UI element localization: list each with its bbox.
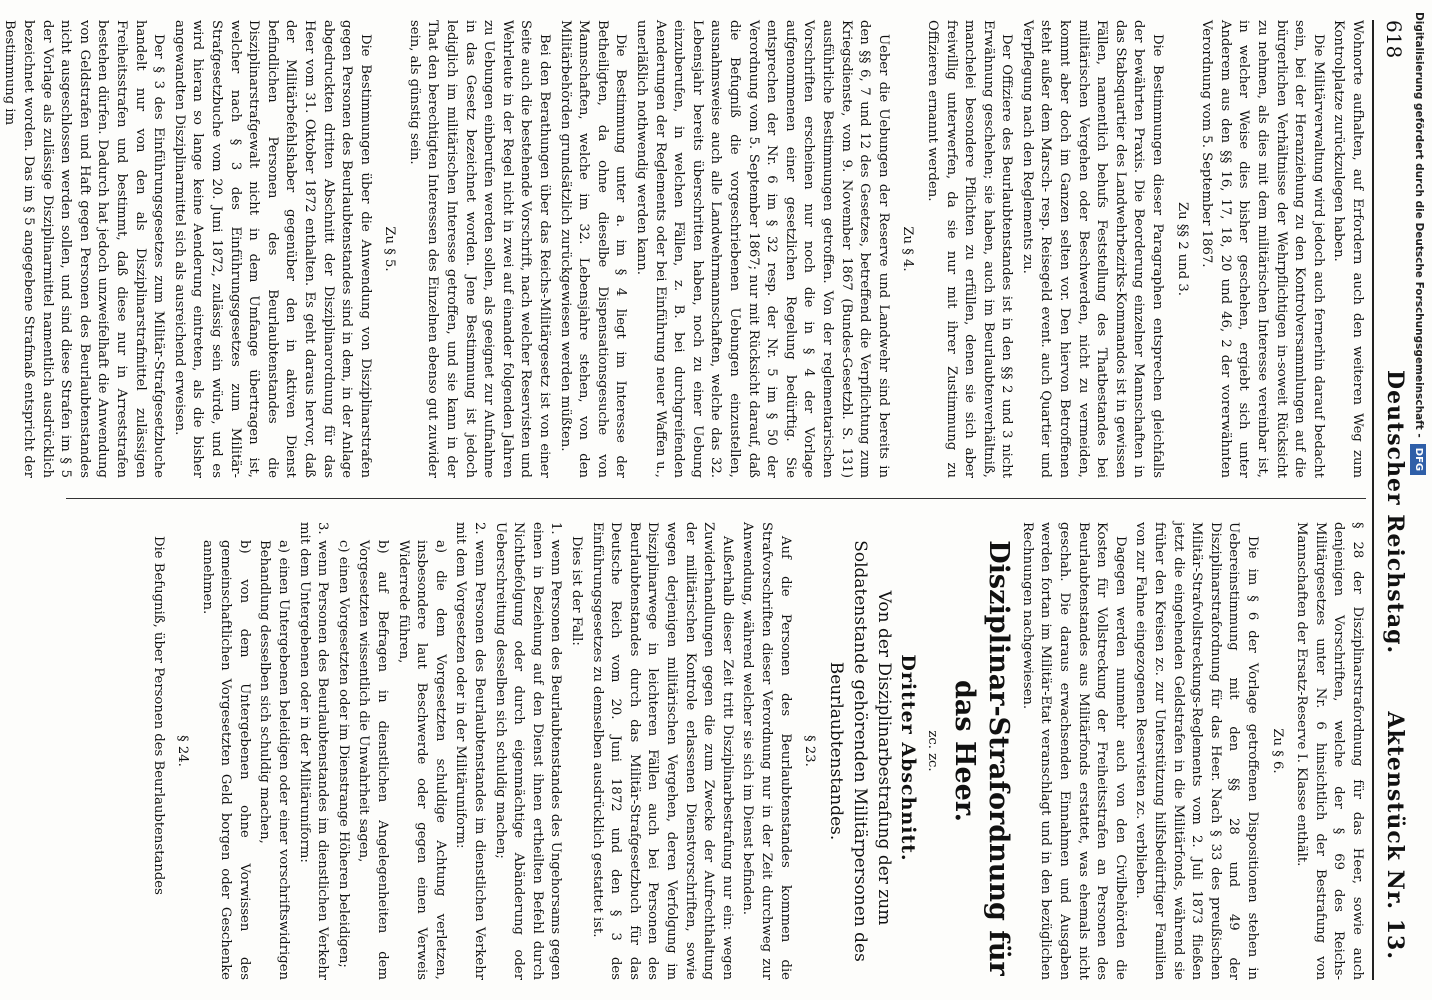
paragraph-number: § 24. bbox=[175, 735, 191, 767]
paragraph: Wohnorte aufhalten, auf Erfordern auch den weiteren Weg zum Kontrolplatze zurückzulegen haben. bbox=[1331, 20, 1365, 478]
list-item: 1. wenn Personen des Beurlaubtenstandes des Ungehorsams gegen einen in Beziehung auf den Dienst ihnen ertheilten Befehl durch Nichtbefolgung oder durch eigenmächtige Abänderung oder Ueberschreitung desselben sich schuldig machen; bbox=[492, 522, 564, 980]
document-title: Disziplinar-Strafordnung für das Heer. bbox=[949, 540, 1015, 976]
paragraph: Die Bestimmung unter a. im § 4 liegt im Interesse der Betheiligten, da ohne dieselbe Dispensationsgesuche von Mannschaften, welche im 32. Lebensjahre stehen, von den Militärbehörden grundsätzlich zurückgewiesen werden müßten. bbox=[557, 20, 629, 478]
paragraph-number: § 23. bbox=[802, 735, 818, 767]
chapter-subtitle: Von der Disziplinarbestrafung der zum Soldatenstande gehörenden Militärpersonen des Beurlaubtenstandes. bbox=[826, 540, 895, 962]
page-number: 618 bbox=[1382, 20, 1406, 59]
paragraph: Die Bestimmungen über die Anwendung von Disziplinarstrafen gegen Personen des Beurlaubtenstandes sind in dem, in der Anlage abgedruckten dritten Abschnitt der Disziplinarordnung für das Heer vom 31. Oktober 1872 enthalten. Es geht daraus hervor, daß der Militärbefehlshaber gegenüber den in aktiven Dienst befindlichen Personen des Beurlaubtenstandes die Disziplinarstrafgewalt nicht in dem Umfange übertragen ist, welcher nach § 3 des Einführungsgesetzes zum Militär-Strafgesetzbuche vom 20. Juni 1872, zulässig sein würde, und es wird hieran so lange keine Aenderung eintreten, als die bisher angewandten Disziplinarmittel sich als ausreichend erweisen. bbox=[171, 20, 373, 478]
paragraph: Die Militärverwaltung wird jedoch auch fernerhin darauf bedacht sein, bei der Heranziehung zu den Kontrolversammlungen auf die bürgerlichen Verhältnisse der Wehrpflichtigen in-soweit Rücksicht zu nehmen, als dies mit dem militärischen Interesse vereinbar ist, in welcher Weise dies bisher geschehen, ergiebt sich unter Anderem aus den §§ 16, 17, 18, 20 und 46, 2 der vorerwähnten Verordnung vom 5. September 1867. bbox=[1199, 20, 1326, 478]
section-heading: Zu §§ 2 und 3. bbox=[1174, 201, 1190, 296]
list-subitem: c) einen Vorgesetzten oder im Dienstrange Höheren beleidigen; bbox=[335, 540, 351, 968]
page-body bbox=[2, 0, 1432, 1000]
section-heading: Zu § 4. bbox=[900, 226, 916, 272]
paragraph: Die im § 6 der Vorlage getroffenen Dispositionen stehen in Uebereinstimmung mit den §§ 28 und 49 der Disziplinarstrafordnung für das Heer. Nach § 33 des preußischen Militär-Strafvollstreckungs-Reglements vom 2. Juli 1873 fließen jetzt die eingehenden Geldstrafen in die Militärfonds, während sie früher den Kreisen zc. zur Unterstützung hilfsbedürftiger Familien von zur Fahne eingezogenen Reservisten zc. verblieben. bbox=[1133, 522, 1261, 980]
ellipsis-mark: zc. zc. bbox=[925, 730, 941, 772]
header-rule bbox=[1372, 20, 1374, 980]
paragraph: Bei den Berathungen über das Reichs-Militärgesetz ist von einer Seite auch die bestehende Vorschrift, nach welcher Reservisten und Wehrleute in der Regel nicht in zwei auf einander folgenden Jahren zu Uebungen einberufen werden sollen, als geeignet zur Aufnahme in das Gesetz bezeichnet worden. Jene Bestimmung ist jedoch lediglich im militärischen Interesse getroffen, und sie kann in der That den berechtigten Interessen des Einzelnen ebenso gut zuwider sein, als günstig sein. bbox=[406, 20, 553, 478]
credit-label: Digitalisierung gefördert durch die Deutsche Forschungsgemeinschaft - bbox=[1413, 12, 1425, 438]
column-divider bbox=[66, 498, 1366, 499]
chapter-heading: Dritter Abschnitt. bbox=[896, 654, 919, 862]
dfg-logo-icon: DFG bbox=[1410, 444, 1426, 475]
digitization-credit bbox=[1408, 12, 1430, 988]
list-subitem: a) die dem Vorgesetzten schuldige Achtung verletzen, insbesondere laut Beschwerde oder gegen einen Verweis Widerrede führen, bbox=[395, 540, 448, 980]
credit-text bbox=[1408, 12, 1430, 988]
paragraph: Der Offiziere des Beurlaubtenstandes ist in den §§ 2 und 3 nicht Erwähnung geschehen; sie haben, auch im Beurlaubtenverhältniß, manchelei besondere Pflichten zu erfüllen, denen sie sich aber freiwillig unterwerfen, da sie nur mit ihrer Zustimmung zu Offizieren ernannt werden. bbox=[924, 20, 1015, 478]
list-subitem: b) auf Befragen in dienstlichen Angelegenheiten dem Vorgesetzten wissentlich die Unwahrheit sagen, bbox=[356, 540, 391, 980]
paragraph: Dagegen werden nunmehr auch von den Civilbehörden die Kosten für Vollstreckung der Freiheitsstrafen an Personen des Beurlaubtenstandes aus Militärfonds erstattet, was ehemals nicht geschah. Die daraus erwachsenden Einnahmen und Ausgaben werden fortan im Militär-Etat veranschlagt und in den bezüglichen Rechnungen nachgewiesen. bbox=[1019, 522, 1128, 980]
left-column bbox=[0, 20, 1366, 478]
paragraph: Die Bestimmungen dieser Paragraphen entsprechen gleichfalls der bewährten Praxis. Die Beorderung einzelner Mannschaften in das Stabsquartier des Landwehrbezirks-Kommandos ist in gewissen Fällen, namentlich behufs Feststellung des Thatbestandes bei militärischen Vergehen oder Beschwerden, nicht zu vermeiden, kommt aber doch im Ganzen selten vor. Den hiervon Betroffenen steht außer dem Marsch- resp. Reisegeld event. auch Quartier und Verpflegung nach den Reglements zu. bbox=[1019, 20, 1166, 478]
section-heading: Zu § 5. bbox=[382, 226, 398, 272]
section-heading: Zu § 6. bbox=[1269, 728, 1285, 774]
paragraph: Außerhalb dieser Zeit tritt Disziplinarbestrafung nur ein: wegen Zuwiderhandlungen gegen die zum Zwecke der Aufrechthaltung der militärischen Kontrole erlassenen Dienstvorschriften, sowie wegen derjenigen militärischen Vergehen, deren Verfolgung im Disziplinarwege in leichteren Fällen auch bei Personen des Beurlaubtenstandes durch das Militär-Strafgesetzbuch für das Deutsche Reich vom 20. Juni 1872 und den § 3 des Einführungsgesetzes zu demselben ausdrücklich gestattet ist. bbox=[589, 522, 735, 980]
paragraph: Der § 3 des Einführungsgesetzes zum Militär-Strafgesetzbuche handelt nur von den als Disziplinarstrafmittel zulässigen Freiheitsstrafen und bestimmt, daß diese nur in Arreststrafen bestehen dürfen. Dadurch hat jedoch unzweifelhaft die Anwendung von Geldstrafen und Haft gegen Personen des Beurlaubtenstandes nicht ausgeschlossen werden sollen, und sind diese Strafen im § 5 der Vorlage als zulässige Disziplinarmittel namentlich ausdrücklich bezeichnet worden. Das im § 5 angegebene Strafmaß entspricht der Bestimmung im bbox=[2, 20, 167, 478]
paragraph: § 28 der Disziplinarstrafordnung für das Heer, sowie auch denjenigen Vorschriften, welche der § 69 des Reichs-Militärgesetzes unter Nr. 6 hinsichtlich der Bestrafung von Mannschaften der Ersatz-Reserve I. Klasse enthält. bbox=[1294, 522, 1365, 980]
paragraph: Dies ist der Fall: bbox=[569, 536, 584, 646]
list-item: 3. wenn Personen des Beurlaubtenstandes im dienstlichen Verkehr mit dem Untergebenen oder in der Militäruniform: bbox=[296, 522, 331, 980]
list-item: 2. wenn Personen des Beurlaubtenstandes im dienstlichen Verkehr mit dem Vorgesetzen oder in der Militäruniform: bbox=[453, 522, 488, 980]
right-column bbox=[146, 522, 1366, 980]
running-title-right: Aktenstück Nr. 13. bbox=[1382, 711, 1408, 960]
running-title-left: Deutscher Reichstag. bbox=[1382, 370, 1408, 655]
paragraph: Ueber die Uebungen der Reserve und Landwehr sind bereits in den §§ 6, 7 und 12 des Gesetzes, betreffend die Verpflichtung zum Kriegsdienste, vom 9. November 1867 (Bundes-Gesetzbl. S. 131) ausführliche Bestimmungen getroffen. Von der reglementarischen Vorschriften erscheinen nur noch die in § 4 der Vorlage aufgenommenen einer gesetzlichen Regelung bedürftig. Sie entsprechen der Nr. 6 im § 32 resp. der Nr. 5 im § 50 der Verordnung vom 5. September 1867; nur mit Rücksicht darauf, daß die Befugniß die vorgeschriebenen Uebungen einzustellen, ausnahmsweise auch alle Landwehrmannschaften, welche das 32. Lebensjahr bereits überschritten haben, noch zu einer Uebung einzuberufen, in welchen Fällen, z. B. bei durchgreifenden Aenderungen der Reglements oder bei Einführung neuer Waffen u., unerläßlich nothwendig werden kann. bbox=[634, 20, 891, 478]
paragraph: Auf die Personen des Beurlaubtenstandes kommen die Strafvorschriften dieser Verordnung nur in der Zeit durchweg zur Anwendung, während welcher sie sich im Dienst befinden. bbox=[740, 522, 793, 980]
paragraph: Die Befugniß, über Personen des Beurlaubtenstandes bbox=[150, 536, 166, 895]
list-subitem: b) von dem Untergebenen ohne Vorwissen des gemeinschaftlichen Vorgesetzten Geld borgen oder Geschenke annehmen. bbox=[199, 540, 252, 980]
list-subitem: a) einen Untergebenen beleidigen oder einer vorschriftswidrigen Behandlung desselben sich schuldig machen, bbox=[257, 540, 292, 980]
